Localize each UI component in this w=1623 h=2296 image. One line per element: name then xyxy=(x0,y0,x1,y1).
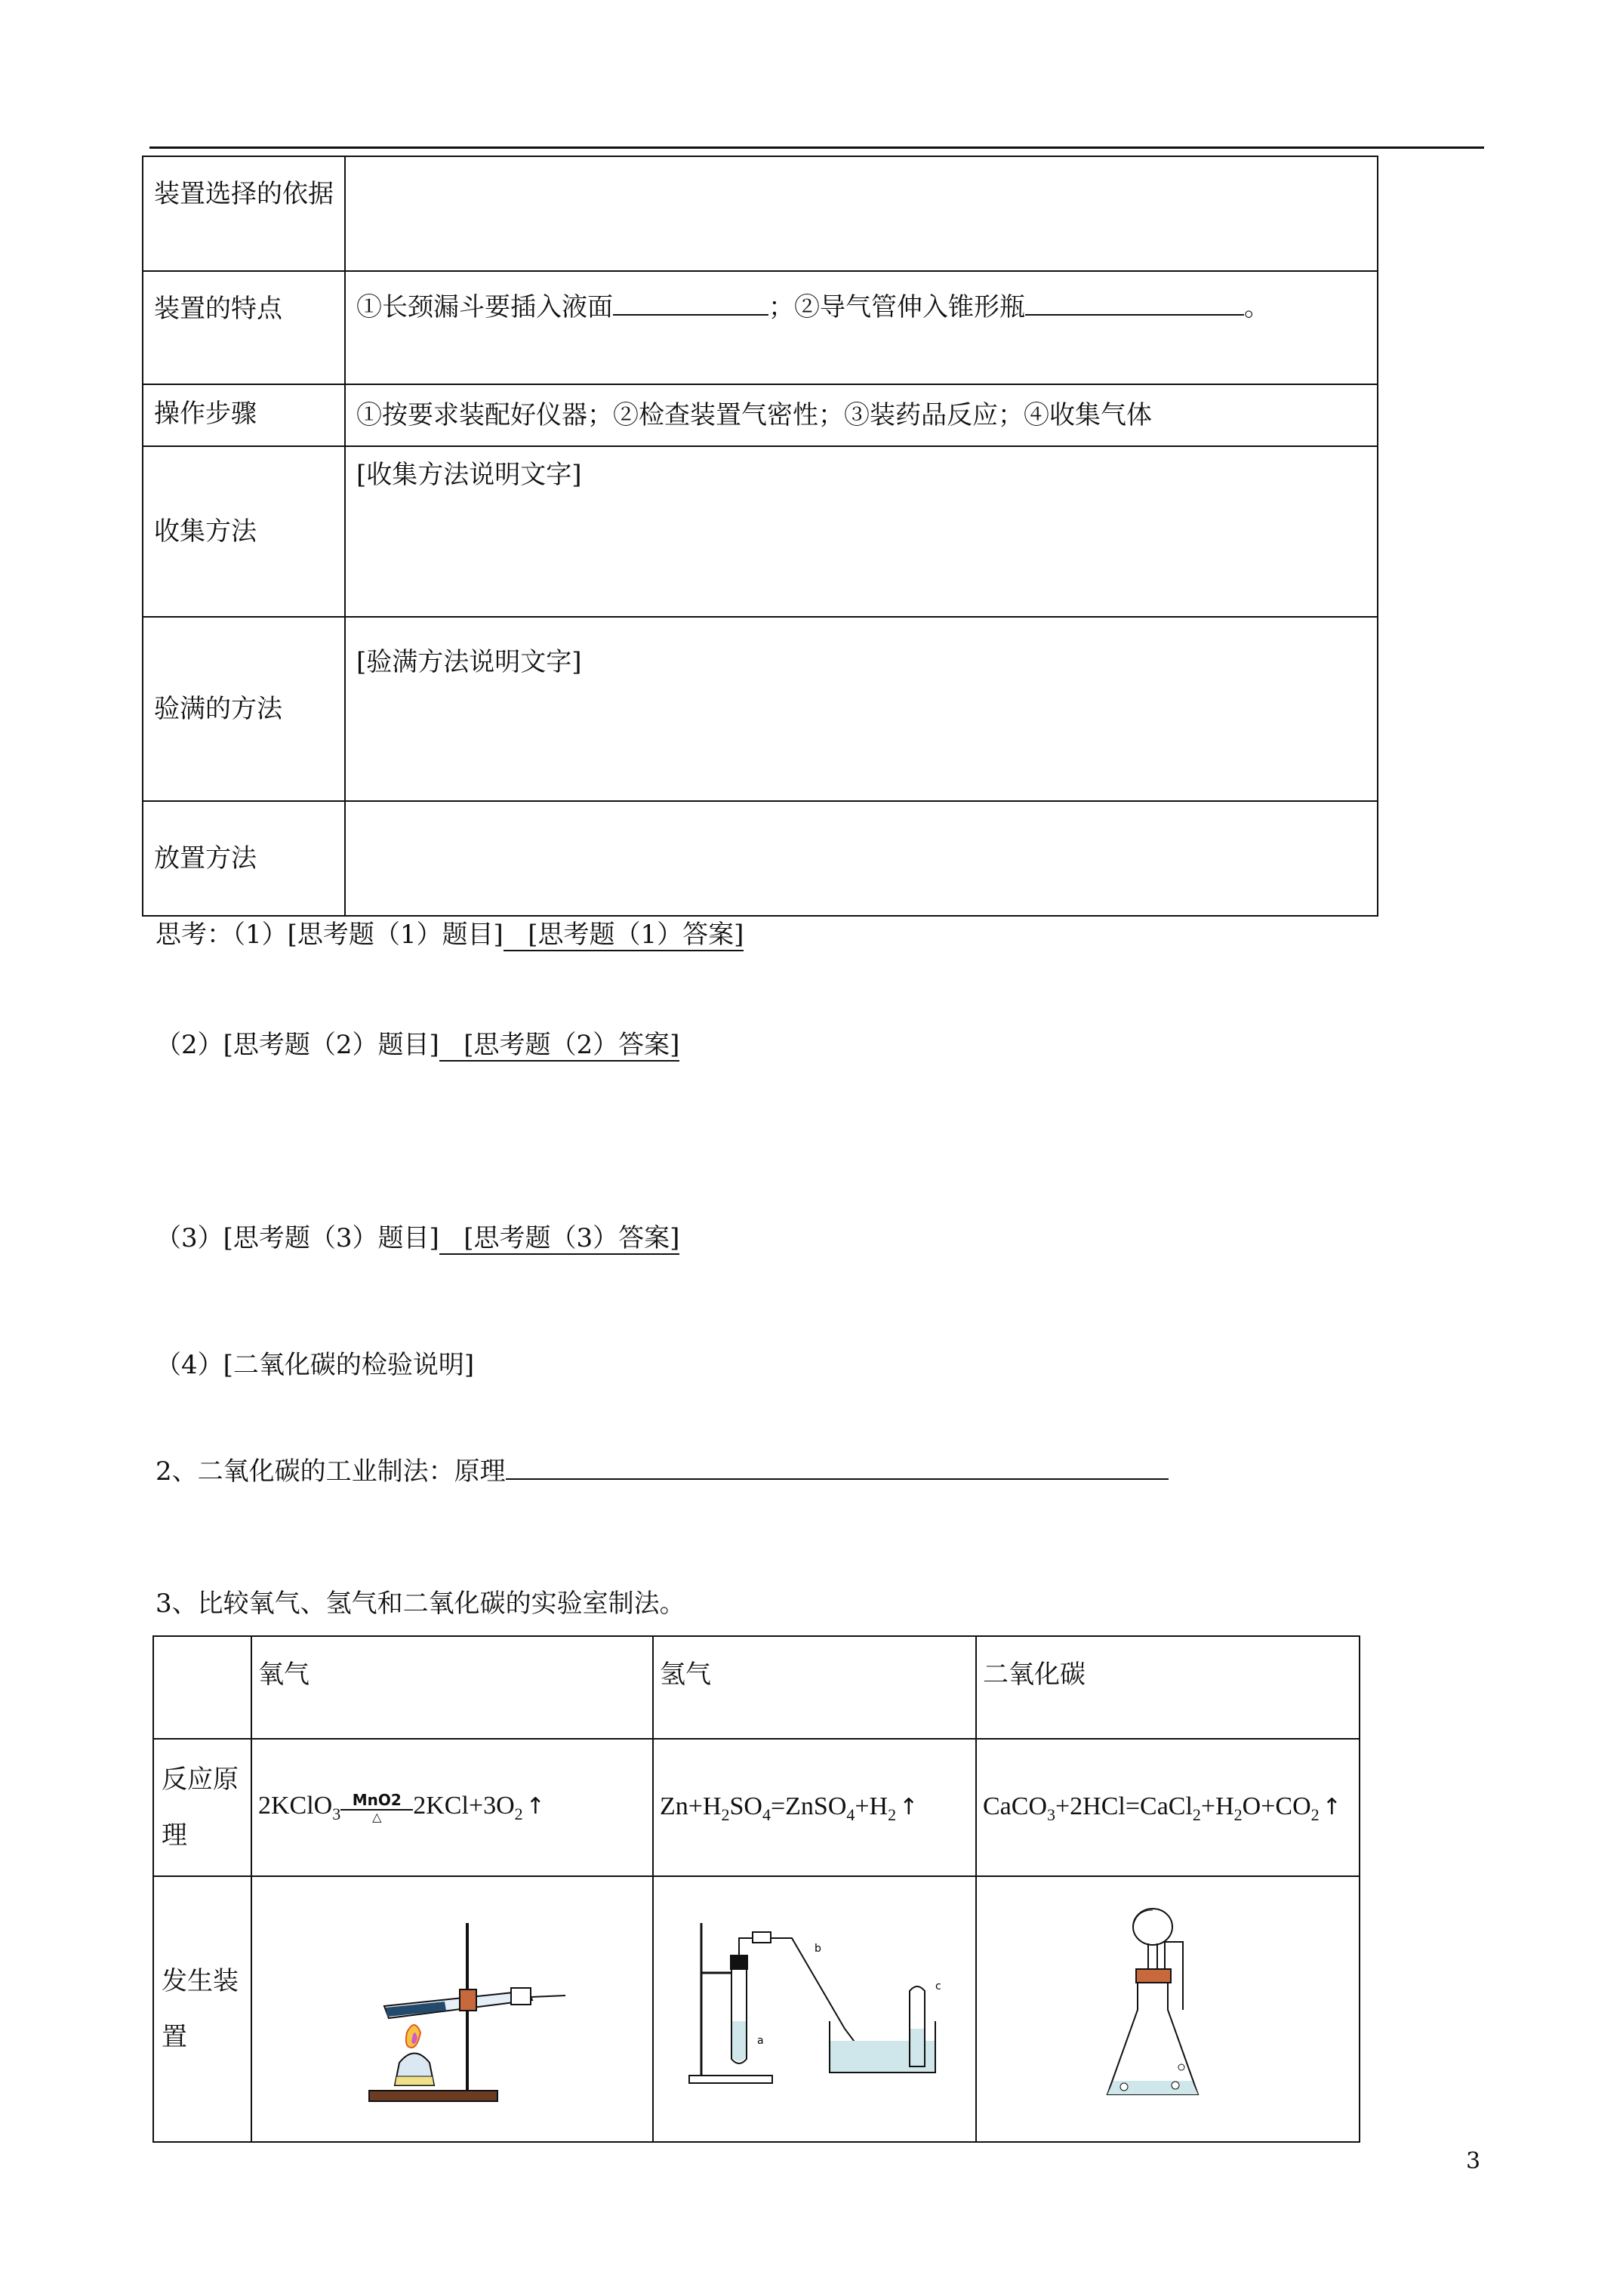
row-value-full-check: [验满方法说明文字] xyxy=(345,617,1378,801)
row-label-basis: 装置选择的依据 xyxy=(143,156,345,271)
answer-q3: [思考题（3）答案] xyxy=(439,1223,680,1255)
thinking-q4: （4）[二氧化碳的检验说明] xyxy=(156,1350,475,1380)
thinking-q1: 思考：（1）[思考题（1）题目] [思考题（1）答案] xyxy=(156,920,744,950)
header-rule xyxy=(149,146,1484,149)
row-label-features: 装置的特点 xyxy=(143,271,345,384)
header-oxygen: 氧气 xyxy=(251,1636,653,1739)
industrial-method: 2、二氧化碳的工业制法：原理 xyxy=(156,1453,1169,1488)
thinking-q2: （2）[思考题（2）题目] [思考题（2）答案] xyxy=(156,1030,680,1060)
gas-arrow-icon: ↑ xyxy=(899,1793,919,1820)
page-number: 3 xyxy=(1466,2148,1481,2174)
thinking-q3: （3）[思考题（3）题目] [思考题（3）答案] xyxy=(156,1223,680,1253)
row-label-full-check: 验满的方法 xyxy=(143,617,345,801)
gas-arrow-icon: ↑ xyxy=(1322,1793,1341,1820)
row-value-placement xyxy=(345,801,1378,916)
answer-q2: [思考题（2）答案] xyxy=(439,1030,680,1062)
row-value-steps: ①按要求装配好仪器；②检查装置气密性；③装药品反应；④收集气体 xyxy=(345,384,1378,446)
equation-co2: $CaCO_3+2HCl=CaCl_2+H_2O+CO_2$ ↑ xyxy=(976,1739,1360,1876)
svg-text:b: b xyxy=(815,1942,821,1955)
row-label-collection: 收集方法 xyxy=(143,446,345,617)
svg-text:c: c xyxy=(935,1980,941,1992)
label-reaction-principle: 反应原理 xyxy=(153,1739,251,1876)
row-label-placement: 放置方法 xyxy=(143,801,345,916)
svg-text:a: a xyxy=(757,2034,764,2047)
section-3-title: 3、比较氧气、氢气和二氧化碳的实验室制法。 xyxy=(156,1589,685,1619)
gas-arrow-icon: ↑ xyxy=(525,1793,545,1820)
header-co2: 二氧化碳 xyxy=(976,1636,1360,1739)
equation-hydrogen: $Zn+H_2SO_4=ZnSO_4+H_2$ ↑ xyxy=(653,1739,976,1876)
label-generation-apparatus: 发生装置 xyxy=(153,1876,251,2142)
equation-oxygen: 2KClO$_3$ MnO2 △ $2KCl+3O_2$ ↑ xyxy=(251,1739,653,1876)
apparatus-table xyxy=(142,156,1378,917)
row-value-basis xyxy=(345,156,1378,271)
catalyst-condition: MnO2 △ xyxy=(340,1792,413,1825)
row-value-collection: [收集方法说明文字] xyxy=(345,446,1378,617)
row-label-steps: 操作步骤 xyxy=(143,384,345,446)
apparatus-oxygen xyxy=(251,1876,653,2142)
oxygen-apparatus-icon xyxy=(339,1893,565,2119)
apparatus-hydrogen xyxy=(653,1876,976,2142)
apparatus-co2 xyxy=(976,1876,1360,2142)
corner-cell xyxy=(153,1636,251,1739)
row-value-features: ①长颈漏斗要插入液面 ；②导气管伸入锥形瓶 。 xyxy=(345,271,1378,384)
comparison-table xyxy=(152,1635,1360,2143)
answer-q1: [思考题（1）答案] xyxy=(504,920,744,951)
co2-apparatus-icon xyxy=(1092,1897,1243,2116)
header-hydrogen: 氢气 xyxy=(653,1636,976,1739)
hydrogen-apparatus-icon xyxy=(679,1908,950,2104)
